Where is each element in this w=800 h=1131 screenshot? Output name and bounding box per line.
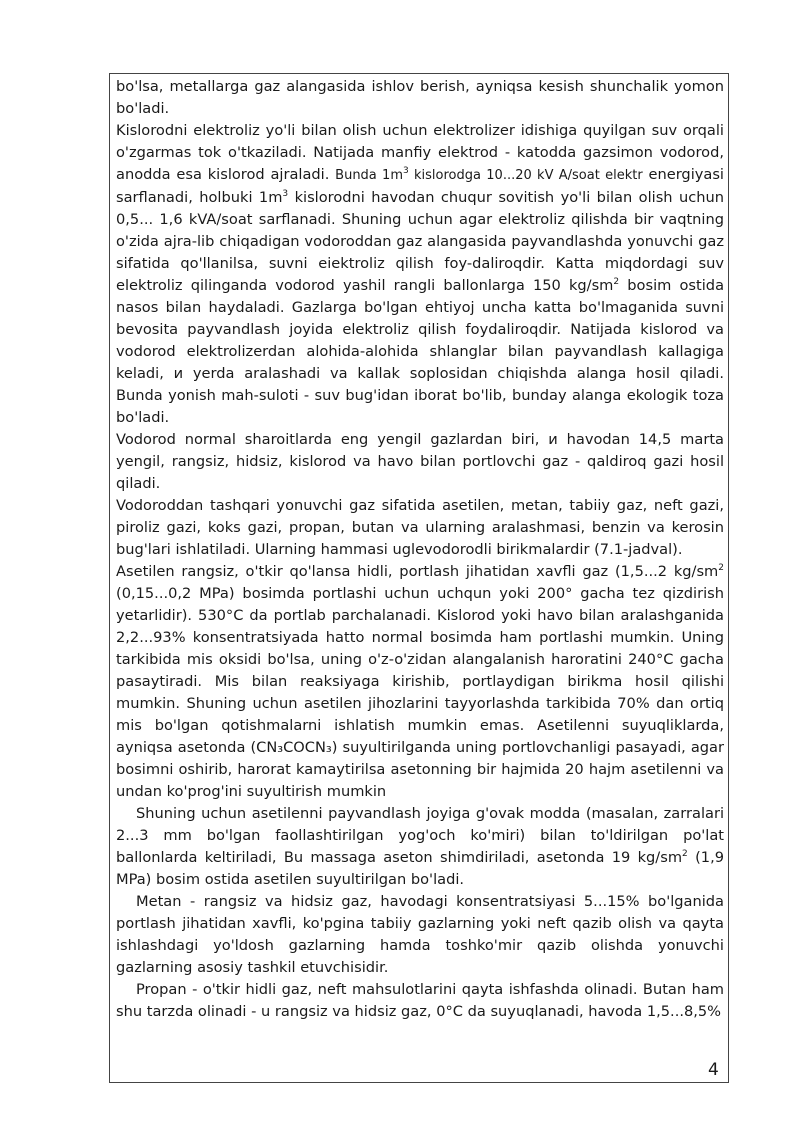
paragraph-7: Metan - rangsiz va hidsiz gaz, havodagi konsentratsiyasi 5...15% bo'lganida portlash jihatidan xavfli, ko'pgina tabiiy gazlarning yoki neft qazib olish va qayta ishlashdagi yo'ldosh gazlarning hamda toshko'mir qazib olishda yonuvchi gazlarning asosiy tashkil etuvchisidir. bbox=[116, 893, 724, 976]
page-number: 4 bbox=[708, 1060, 719, 1080]
paragraph-4: Vodoroddan tashqari yonuvchi gaz sifatida asetilen, metan, tabiiy gaz, neft gazi, piroliz gazi, koks gazi, propan, butan va ularning aralashmasi, benzin va kerosin bug'lari ishlatiladi. Ularning hammasi uglevodorodli birikmalardir (7.1-jadval). bbox=[116, 497, 724, 558]
paragraph-1: bo'lsa, metallarga gaz alangasida ishlov berish, ayniqsa kesish shunchalik yomon bo'ladi. bbox=[116, 78, 724, 117]
document-body bbox=[116, 76, 724, 1023]
paragraph-3: Vodorod normal sharoitlarda eng yengil gazlardan biri, и havodan 14,5 marta yengil, rangsiz, hidsiz, kislorod va havo bilan portlovchi gaz - qaldiroq gazi hosil qiladi. bbox=[116, 431, 724, 492]
paragraph-2: Kislorodni elektroliz yo'li bilan olish uchun elektrolizer idishiga quyilgan suv orqali o'zgarmas tok o'tkaziladi. Natijada manfiy elektrod - katodda gazsimon vodorod, anodda esa kislorod ajraladi. Bunda $1m^3$ kislorodga 10...20 kV A/soat elektr energiyasi sarflanadi, holbuki $1m^3$ kislorodni havodan chuqur sovitish yo'li bilan olish uchun 0,5... 1,6 kVA/soat sarflanadi. Shuning uchun agar elektroliz qilishda bir vaqtning o'zida ajra-lib chiqadigan vodoroddan gaz alangasida payvandlashda yonuvchi gaz sifatida qo'llanilsa, suvni eiektroliz qilish foy-daliroqdir. Katta miqdordagi suv elektroliz qilinganda vodorod yashil rangli ballonlarga 150 $kg/sm^2$ bosim ostida nasos bilan haydaladi. Gazlarga bo'lgan ehtiyoj uncha katta bo'lmaganida suvni bevosita payvandlash joyida elektroliz qilish foydaliroqdir. Natijada kislorod va vodorod elektrolizerdan alohida-alohida shlanglar bilan payvandlash kallagiga keladi, и yerda aralashadi va kallak soplosidan chiqishda alanga hosil qiladi. Bunda yonish mah-suloti - suv bug'idan iborat bo'lib, bunday alanga ekologik toza bo'ladi. bbox=[116, 122, 725, 426]
paragraph-8: Propan - o'tkir hidli gaz, neft mahsulotlarini qayta ishfashda olinadi. Butan ham shu tarzda olinadi - u rangsiz va hidsiz gaz, 0°C da suyuqlanadi, havoda 1,5...8,5% bbox=[116, 981, 724, 1020]
paragraph-6: Shuning uchun asetilenni payvandlash joyiga g'ovak modda (masalan, zarralari 2...3 mm bo'lgan faollashtirilgan yog'och ko'miri) bilan to'ldirilgan po'lat ballonlarda keltiriladi, Bu massaga aseton shimdiriladi, asetonda 19 $kg/sm^2$ (1,9 MPa) bosim ostida asetilen suyultirilgan bo'ladi. bbox=[116, 805, 725, 888]
paragraph-5: Asetilen rangsiz, o'tkir qo'lansa hidli, portlash jihatidan xavfli gaz (1,5...2 $kg/sm^2$ (0,15...0,2 MPa) bosimda portlashi uchun uchqun yoki 200° gacha tez qizdirish yetarlidir). 530°C da portlab parchalanadi. Kislorod yoki havo bilan aralashganida 2,2...93% konsentratsiyada hatto normal bosimda ham portlashi mumkin. Uning tarkibida mis oksidi bo'lsa, uning o'z-o'zidan alangalanish haroratini 240°C gacha pasaytiradi. Mis bilan reaksiyaga kirishib, portlaydigan birikma hosil qilishi mumkin. Shuning uchun asetilen jihozlarini tayyorlashda tarkibida 70% dan ortiq mis bo'lgan qotishmalarni ishlatish mumkin emas. Asetilenni suyuqliklarda, ayniqsa asetonda (CN₃COCN₃) suyultirilganda uning portlovchanligi pasayadi, agar bosimni oshirib, harorat kamaytirilsa asetonning bir hajmida 20 hajm asetilenni va undan ko'prog'ini suyultirish mumkin bbox=[116, 563, 724, 800]
